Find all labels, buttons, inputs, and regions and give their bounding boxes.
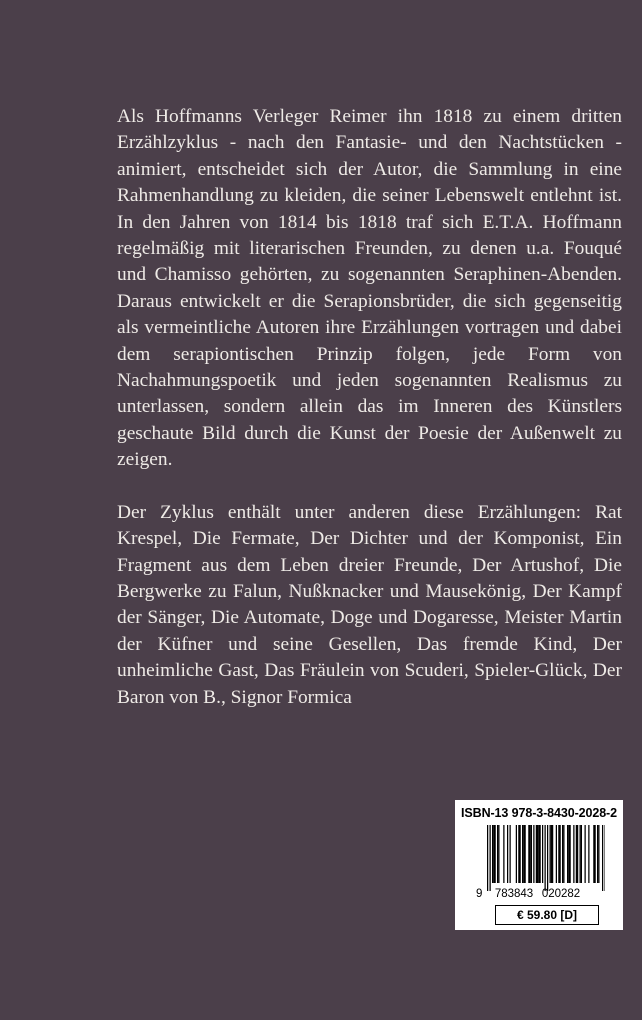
barcode-bar	[556, 825, 557, 883]
barcode-bar	[523, 825, 524, 883]
barcode-bar	[560, 825, 561, 883]
barcode-bar	[547, 825, 548, 891]
isbn-barcode-box	[455, 800, 623, 930]
barcode-digit-first: 9	[476, 888, 483, 900]
barcode-bar	[605, 825, 606, 891]
barcode-bar	[520, 825, 521, 883]
barcode-bar	[568, 825, 569, 883]
price-label: € 59.80 [D]	[495, 905, 599, 925]
barcode-bar	[530, 825, 531, 883]
barcode-bar	[588, 825, 589, 883]
barcode-bar	[563, 825, 564, 883]
barcode-bars	[487, 825, 605, 891]
barcode-bar	[540, 825, 541, 883]
barcode-bar	[507, 825, 508, 883]
barcode-bar	[493, 825, 494, 883]
barcode-bar	[510, 825, 511, 883]
back-cover-blurb	[117, 104, 622, 711]
barcode-bar	[593, 825, 594, 883]
barcode-bar	[536, 825, 537, 883]
barcode-bar	[525, 825, 526, 883]
barcode-bar	[498, 825, 499, 883]
barcode-bar	[497, 825, 498, 883]
barcode-bar	[516, 825, 517, 883]
barcode-bar	[577, 825, 578, 883]
barcode-bar	[573, 825, 574, 883]
barcode-bar	[562, 825, 563, 883]
barcode-bar	[528, 825, 529, 883]
barcode-bar	[585, 825, 586, 883]
barcode-bar	[550, 825, 551, 883]
barcode-bar	[580, 825, 581, 883]
barcode-digits-right: 020282	[541, 888, 581, 900]
barcode-bar	[487, 825, 488, 891]
barcode-bar	[595, 825, 596, 883]
barcode-bar	[542, 825, 543, 883]
blurb-paragraph-2: Der Zyklus enthält unter anderen diese Erzählungen: Rat Krespel, Die Fermate, Der Dichter und der Komponist, Ein Fragment aus dem Leben dreier Freunde, Der Artushof, Die Bergwerke zu Falun, Nußknacker und Mausekönig, Der Kampf der Sänger, Die Automate, Doge und Dogaresse, Meister Martin der Küfner und seine Gesellen, Das fremde Kind, Der unheimliche Gast, Das Fräulein von Scuderi, Spieler-Glück, Der Baron von B., Signor Formica	[117, 501, 622, 708]
barcode-bar	[576, 825, 577, 883]
barcode-bar	[552, 825, 553, 883]
isbn-label: ISBN-13 978-3-8430-2028-2	[461, 806, 617, 820]
barcode-bar	[570, 825, 571, 883]
barcode-bar	[537, 825, 538, 883]
barcode-bar	[538, 825, 539, 883]
barcode-bar	[602, 825, 603, 891]
barcode-bar	[533, 825, 534, 883]
barcode-bar	[597, 825, 598, 883]
barcode-bar	[492, 825, 493, 883]
barcode-bar	[567, 825, 568, 883]
barcode	[475, 825, 605, 901]
blurb-paragraph-1: Als Hoffmanns Verleger Reimer ihn 1818 zu einem dritten Erzählzyklus - nach den Fantasie- und den Nachtstücken - animiert, entscheidet sich der Autor, die Sammlung in eine Rahmenhandlung zu kleiden, die seiner Lebenswelt entlehnt ist. In den Jahren von 1814 bis 1818 traf sich E.T.A. Hoffmann regelmäßig mit literarischen Freunden, zu denen u.a. Fouqué und Chamisso gehörten, zu sogenannten Seraphinen-Abenden. Daraus entwickelt er die Serapionsbrüder, die sich gegenseitig als vermeintliche Autoren ihre Erzählungen vortragen und dabei dem serapiontischen Prinzip folgen, jede Form von Nachahmungspoetik und jeden sogenannten Realismus zu unterlassen, sondern allein das im Inneren des Künstlers geschaute Bild durch die Kunst der Poesie der Außenwelt zu zeigen.	[117, 106, 622, 471]
barcode-bar	[490, 825, 491, 891]
barcode-bar	[581, 825, 582, 883]
barcode-bar	[531, 825, 532, 883]
barcode-bar	[558, 825, 559, 883]
barcode-bar	[598, 825, 599, 883]
barcode-bar	[503, 825, 504, 883]
barcode-bar	[495, 825, 496, 883]
barcode-bar	[522, 825, 523, 883]
barcode-bar	[545, 825, 546, 891]
barcode-digits-left: 783843	[494, 888, 534, 900]
barcode-bar	[518, 825, 519, 883]
barcode-bar	[551, 825, 552, 883]
